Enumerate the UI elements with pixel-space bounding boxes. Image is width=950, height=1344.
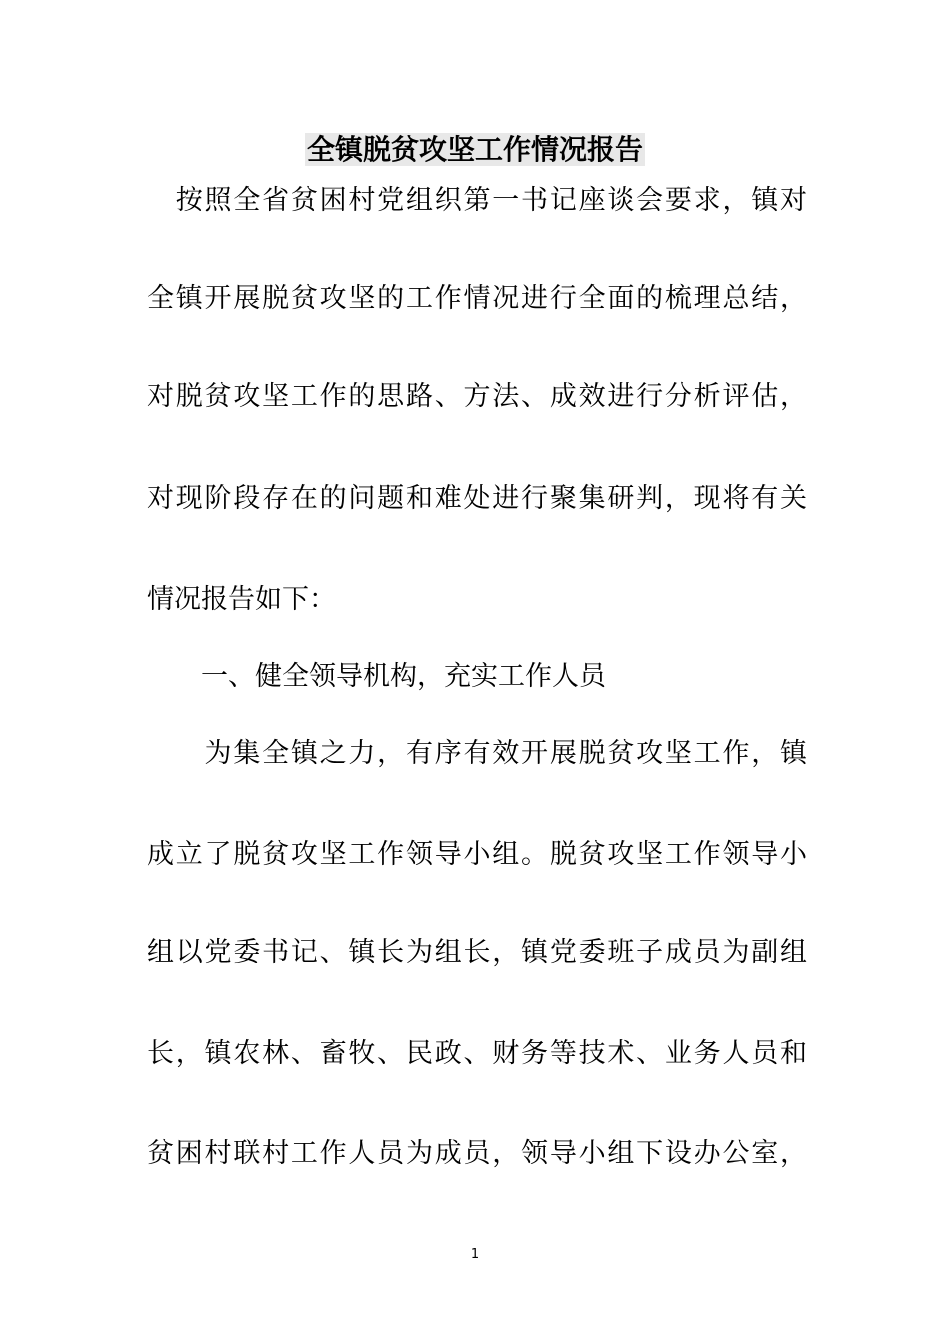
- body-line-1: 按照全省贫困村党组织第一书记座谈会要求，镇对: [147, 185, 807, 216]
- body-line-9: 组以党委书记、镇长为组长，镇党委班子成员为副组: [147, 937, 807, 968]
- body-line-3: 对脱贫攻坚工作的思路、方法、成效进行分析评估，: [147, 381, 807, 412]
- body-line-7: 为集全镇之力，有序有效开展脱贫攻坚工作，镇: [147, 738, 807, 769]
- body-line-5: 情况报告如下：: [147, 584, 336, 615]
- document-title: [0, 130, 950, 170]
- section-heading-1: 一、健全领导机构，充实工作人员: [147, 661, 606, 692]
- body-line-8: 成立了脱贫攻坚工作领导小组。脱贫攻坚工作领导小: [147, 839, 807, 870]
- body-line-2: 全镇开展脱贫攻坚的工作情况进行全面的梳理总结，: [147, 283, 807, 314]
- body-line-10: 长，镇农林、畜牧、民政、财务等技术、业务人员和: [147, 1038, 807, 1069]
- document-title-text: 全镇脱贫攻坚工作情况报告: [306, 133, 643, 166]
- body-line-11: 贫困村联村工作人员为成员，领导小组下设办公室，: [147, 1138, 807, 1169]
- body-line-4: 对现阶段存在的问题和难处进行聚集研判，现将有关: [147, 483, 807, 514]
- page-number: 1: [470, 1247, 480, 1262]
